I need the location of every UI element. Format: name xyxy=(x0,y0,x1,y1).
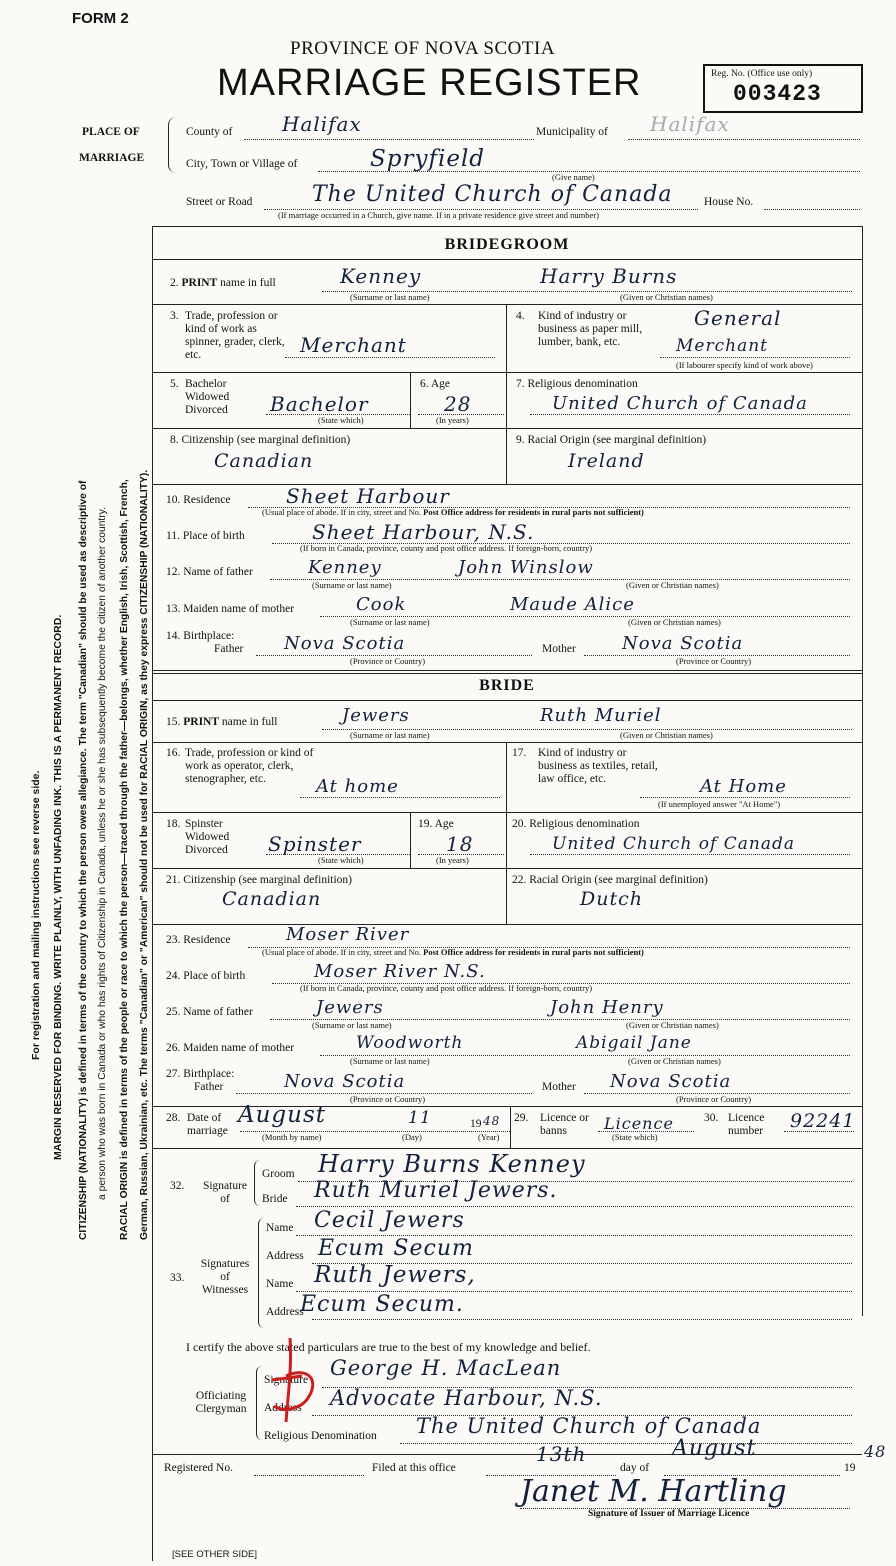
f32-brace xyxy=(254,1160,261,1206)
f27-father: Father xyxy=(194,1081,224,1093)
f22-text: Racial Origin (see marginal definition) xyxy=(529,874,708,886)
groom-given: Harry Burns xyxy=(540,264,678,288)
f24-text: Place of birth xyxy=(183,970,246,982)
f24-note: (If born in Canada, province, county and post office address. If foreign-born, country) xyxy=(300,983,593,993)
groom-mother-bp: Nova Scotia xyxy=(622,633,744,654)
residence-note-text: (Usual place of abode. If in city, street and No. xyxy=(262,507,422,517)
bride-religion: United Church of Canada xyxy=(552,834,795,854)
f32-label: Signature of xyxy=(202,1180,248,1205)
bride-trade: At home xyxy=(316,776,399,797)
f24-label: 24. Place of birth xyxy=(166,970,246,982)
f4-label: Kind of industry or business as paper mill, lumber, bank, etc. xyxy=(538,310,643,348)
bride-mother-bp: Nova Scotia xyxy=(610,1071,732,1092)
groom-trade: Merchant xyxy=(300,333,407,357)
f19-label: 19. Age xyxy=(418,818,454,830)
f23-label: 23. Residence xyxy=(166,934,231,946)
filed-year-prefix: 19 xyxy=(844,1462,856,1474)
margin-text-4: a person who was born in Canada or who has rights of Citizenship in Canada, unless he or she has subsequently become the citizen of another country. xyxy=(97,507,108,1200)
f23-note xyxy=(262,947,644,957)
w1-address-word: Address xyxy=(266,1250,304,1262)
f19-years-note: (In years) xyxy=(436,855,469,865)
f15-label: 15. PRINT name in full xyxy=(166,716,278,728)
f18-num: 18. xyxy=(166,818,181,830)
place-brace xyxy=(168,117,177,173)
w2-address-word: Address xyxy=(266,1306,304,1318)
f21-text: Citizenship (see marginal definition) xyxy=(183,874,352,886)
print-word: PRINT xyxy=(181,277,218,289)
city-label: City, Town or Village of xyxy=(186,158,298,170)
groom-father-bp: Nova Scotia xyxy=(284,633,406,654)
f27-label: 27. Birthplace: xyxy=(166,1068,235,1080)
house-label: House No. xyxy=(704,196,754,208)
licence-number: 92241 xyxy=(790,1110,856,1132)
f3-num: 3. xyxy=(170,310,179,322)
f9-text: Racial Origin (see marginal definition) xyxy=(527,434,707,446)
f20-label: 20. Religious denomination xyxy=(512,818,640,830)
municipality-label: Municipality of xyxy=(536,126,608,138)
bride-surname: Jewers xyxy=(342,705,410,726)
f18-state-note: (State which) xyxy=(318,855,364,865)
witness2-address: Ecum Secum. xyxy=(300,1292,464,1317)
f2-label: 2. PRINT name in full xyxy=(170,277,276,289)
f3-label: Trade, profession or kind of work as spinner, grader, clerk, etc. xyxy=(185,310,285,361)
groom-mother-surname: Cook xyxy=(356,594,407,615)
f30-label: Licence number xyxy=(728,1112,765,1137)
f14-text: Birthplace: xyxy=(183,630,235,642)
marriage-year-prefix: 19 xyxy=(470,1118,482,1130)
f13-text: Maiden name of mother xyxy=(183,603,295,615)
f12-label: 12. Name of father xyxy=(166,566,253,578)
form-label: FORM 2 xyxy=(72,10,129,27)
form-frame-right xyxy=(862,226,863,1316)
groom-mother-given: Maude Alice xyxy=(510,594,635,615)
margin-text-2: MARGIN RESERVED FOR BINDING. WRITE PLAINLY, WITH UNFADING INK. THIS IS A PERMANENT RECORD. xyxy=(52,614,64,1160)
clergy-signature: George H. MacLean xyxy=(330,1356,562,1380)
groom-industry-2: Merchant xyxy=(676,336,768,356)
day-of-label: day of xyxy=(620,1462,650,1474)
f16-num: 16. xyxy=(166,747,181,759)
f10-label: 10. Residence xyxy=(166,494,231,506)
f25-given-note: (Given or Christian names) xyxy=(626,1020,719,1030)
groom-industry-1: General xyxy=(694,306,782,330)
f23-note-bold: Post Office address for residents in rural parts not sufficient) xyxy=(423,947,644,957)
year-note: (Year) xyxy=(478,1132,500,1142)
see-other-side: [SEE OTHER SIDE] xyxy=(172,1549,257,1560)
county-value: Halifax xyxy=(282,112,362,136)
groom-birthplace: Sheet Harbour, N.S. xyxy=(312,520,535,544)
licence-state-note: (State which) xyxy=(612,1132,658,1142)
f14-prov-note-2: (Province or Country) xyxy=(676,656,752,666)
bride-father-given: John Henry xyxy=(550,997,664,1018)
f14-prov-note-1: (Province or Country) xyxy=(350,656,426,666)
f28-num: 28. xyxy=(166,1112,181,1124)
f26-given-note: (Given or Christian names) xyxy=(628,1056,721,1066)
f13-given-note: (Given or Christian names) xyxy=(628,617,721,627)
margin-text-1: For registration and mailing instructions see reverse side. xyxy=(30,770,42,1060)
f6-label: 6. Age xyxy=(420,378,451,390)
f4-num: 4. xyxy=(516,310,525,322)
f12-given-note: (Given or Christian names) xyxy=(626,580,719,590)
f11-text: Place of birth xyxy=(182,530,245,542)
f23-text: Residence xyxy=(183,934,231,946)
f14-mother: Mother xyxy=(542,643,576,655)
f14-label: 14. Birthplace: xyxy=(166,630,235,642)
f6-text: Age xyxy=(430,378,451,390)
f27-prov-note-2: (Province or Country) xyxy=(676,1094,752,1104)
filed-day: 13th xyxy=(536,1442,587,1466)
f14-father: Father xyxy=(214,643,244,655)
clergy-denomination: The United Church of Canada xyxy=(416,1414,762,1438)
in-years-note: (In years) xyxy=(436,415,469,425)
f8-text: Citizenship (see marginal definition) xyxy=(181,434,351,446)
bride-heading: BRIDE xyxy=(479,677,535,694)
f15-text: name in full xyxy=(221,716,278,728)
groom-origin: Ireland xyxy=(568,450,645,472)
f15-print: PRINT xyxy=(183,716,220,728)
margin-text-6: German, Russian, Ukrainian, etc. The terms "Canadian" or "American" should not be used for RACIAL ORIGIN, as they express CITIZENSHIP (NATIONALITY). xyxy=(139,469,150,1240)
f18-label: Spinster Widowed Divorced xyxy=(185,818,230,856)
filed-month: August xyxy=(672,1436,757,1461)
f21-label: 21. Citizenship (see marginal definition) xyxy=(166,874,352,886)
f27-prov-note-1: (Province or Country) xyxy=(350,1094,426,1104)
f29-num: 29. xyxy=(514,1112,529,1124)
f25-surname-note: (Surname or last name) xyxy=(312,1020,392,1030)
issuer-label: Signature of Issuer of Marriage Licence xyxy=(588,1509,750,1519)
witness1-name: Cecil Jewers xyxy=(314,1208,465,1233)
reg-number: 003423 xyxy=(733,81,822,107)
f12-surname-note: (Surname or last name) xyxy=(312,580,392,590)
f33-label: Signatures of Witnesses xyxy=(200,1258,250,1296)
groom-father-given: John Winslow xyxy=(458,557,594,578)
f33-brace xyxy=(258,1218,265,1328)
witness1-address: Ecum Secum xyxy=(318,1236,474,1261)
street-note: (If marriage occurred in a Church, give name. If in a private residence give street and number) xyxy=(278,210,599,220)
bride-signature: Ruth Muriel Jewers. xyxy=(314,1178,558,1203)
reg-number-box xyxy=(703,64,863,113)
clergy-address-word: Address xyxy=(264,1402,302,1414)
issuer-signature: Janet M. Hartling xyxy=(520,1474,787,1509)
witness2-name: Ruth Jewers, xyxy=(314,1262,476,1288)
groom-status: Bachelor xyxy=(270,392,369,416)
f25-label: 25. Name of father xyxy=(166,1006,253,1018)
day-note: (Day) xyxy=(402,1132,422,1142)
marriage-month: August xyxy=(238,1102,327,1128)
f11-label: 11. Place of birth xyxy=(166,530,245,542)
officiating-label: Officiating Clergyman xyxy=(195,1390,247,1415)
f19-text: Age xyxy=(434,818,454,830)
reg-number-label: Reg. No. (Office use only) xyxy=(711,69,813,79)
f29-label: Licence or banns xyxy=(540,1112,589,1137)
bride-birthplace: Moser River N.S. xyxy=(314,961,486,982)
month-note: (Month by name) xyxy=(262,1132,322,1142)
bride-industry: At Home xyxy=(700,776,787,797)
f26-surname-note: (Surname or last name) xyxy=(350,1056,430,1066)
city-value: Spryfield xyxy=(370,146,486,172)
f15-surname-note: (Surname or last name) xyxy=(350,730,430,740)
bride-father-bp: Nova Scotia xyxy=(284,1071,406,1092)
f17-label: Kind of industry or business as textiles, retail, law office, etc. xyxy=(538,747,658,785)
red-check-mark xyxy=(268,1336,328,1426)
registered-label: Registered No. xyxy=(164,1462,233,1474)
signature-word: Signature xyxy=(264,1374,309,1386)
f2-text: name in full xyxy=(220,277,276,289)
bride-age: 18 xyxy=(446,832,474,856)
f15-given-note: (Given or Christian names) xyxy=(620,730,713,740)
residence-note-bold: Post Office address for residents in rural parts not sufficient) xyxy=(423,507,644,517)
street-label: Street or Road xyxy=(186,196,253,208)
place-heading-2: MARRIAGE xyxy=(79,152,145,164)
bride-word: Bride xyxy=(262,1193,288,1205)
f13-surname-note: (Surname or last name) xyxy=(350,617,430,627)
f8-label: 8. Citizenship (see marginal definition) xyxy=(170,434,351,446)
f12-text: Name of father xyxy=(183,566,253,578)
marriage-year: 48 xyxy=(483,1114,501,1128)
clergy-address: Advocate Harbour, N.S. xyxy=(330,1386,603,1410)
state-which-note: (State which) xyxy=(318,415,364,425)
place-heading-1: PLACE OF xyxy=(82,126,140,138)
groom-father-surname: Kenney xyxy=(308,557,382,578)
bride-given: Ruth Muriel xyxy=(540,705,662,726)
bride-mother-surname: Woodworth xyxy=(356,1033,464,1053)
marriage-day: 11 xyxy=(408,1108,432,1128)
f17-note: (If unemployed answer "At Home") xyxy=(658,799,781,809)
f27-text: Birthplace: xyxy=(183,1068,235,1080)
f32-num: 32. xyxy=(170,1180,185,1192)
municipality-value: Halifax xyxy=(650,112,730,136)
f10-text: Residence xyxy=(183,494,231,506)
filed-year: 48 xyxy=(864,1442,887,1461)
f25-text: Name of father xyxy=(183,1006,253,1018)
f33-num: 33. xyxy=(170,1272,185,1284)
residence-note xyxy=(262,507,644,517)
filed-label: Filed at this office xyxy=(372,1462,456,1474)
bridegroom-heading: BRIDEGROOM xyxy=(444,236,570,253)
w2-name-word: Name xyxy=(266,1278,294,1290)
f5-label: Bachelor Widowed Divorced xyxy=(185,378,230,416)
birth-note: (If born in Canada, province, county and post office address. If foreign-born, country) xyxy=(300,543,593,553)
margin-text-3: CITIZENSHIP (NATIONALITY) is defined in terms of the country to which the person owes allegiance. The term "Canadian" should be used as descriptive of xyxy=(78,480,89,1240)
groom-signature: Harry Burns Kenney xyxy=(318,1150,586,1178)
f16-label: Trade, profession or kind of work as operator, clerk, stenographer, etc. xyxy=(185,747,314,785)
f22-label: 22. Racial Origin (see marginal definition) xyxy=(512,874,708,886)
bride-status: Spinster xyxy=(268,832,362,856)
bride-citizenship: Canadian xyxy=(222,888,322,910)
f26-label: 26. Maiden name of mother xyxy=(166,1042,295,1054)
province-heading: PROVINCE OF NOVA SCOTIA xyxy=(290,38,556,59)
groom-surname: Kenney xyxy=(340,264,422,288)
give-name-note: (Give name) xyxy=(552,172,595,182)
relig-denom-word: Religious Denomination xyxy=(264,1430,377,1442)
f13-label: 13. Maiden name of mother xyxy=(166,603,295,615)
street-value: The United Church of Canada xyxy=(312,182,673,207)
f26-text: Maiden name of mother xyxy=(183,1042,295,1054)
form-title: MARRIAGE REGISTER xyxy=(217,62,642,104)
w1-name-word: Name xyxy=(266,1222,294,1234)
f9-label: 9. Racial Origin (see marginal definition) xyxy=(516,434,707,446)
clergy-brace xyxy=(256,1366,263,1440)
licence-type: Licence xyxy=(604,1114,674,1133)
groom-citizenship: Canadian xyxy=(214,450,314,472)
groom-age: 28 xyxy=(444,392,472,416)
surname-note: (Surname or last name) xyxy=(350,292,430,302)
f7-label: 7. Religious denomination xyxy=(516,378,638,390)
f7-text: Religious denomination xyxy=(527,378,638,390)
groom-religion: United Church of Canada xyxy=(552,393,808,414)
given-note: (Given or Christian names) xyxy=(620,292,713,302)
bride-father-surname: Jewers xyxy=(316,997,384,1018)
f4-note: (If labourer specify kind of work above) xyxy=(676,360,813,370)
bride-mother-given: Abigail Jane xyxy=(576,1033,692,1053)
county-label: County of xyxy=(186,126,233,138)
f27-mother: Mother xyxy=(542,1081,576,1093)
f28-label: Date of marriage xyxy=(187,1112,228,1137)
bride-residence: Moser River xyxy=(286,924,410,945)
f20-text: Religious denomination xyxy=(529,818,640,830)
margin-text-5: RACIAL ORIGIN is defined in terms of the people or race to which the person—traced through the father—belongs, whether English, Irish, Scottish, French, xyxy=(119,479,130,1240)
f17-num: 17. xyxy=(512,747,527,759)
groom-word: Groom xyxy=(262,1168,295,1180)
f23-note-text: (Usual place of abode. If in city, street and No. xyxy=(262,947,422,957)
f30-num: 30. xyxy=(704,1112,719,1124)
f5-num: 5. xyxy=(170,378,179,390)
bride-origin: Dutch xyxy=(580,888,643,910)
certify-text: I certify the above stated particulars are true to the best of my knowledge and belief. xyxy=(186,1340,591,1354)
groom-residence: Sheet Harbour xyxy=(286,484,450,508)
